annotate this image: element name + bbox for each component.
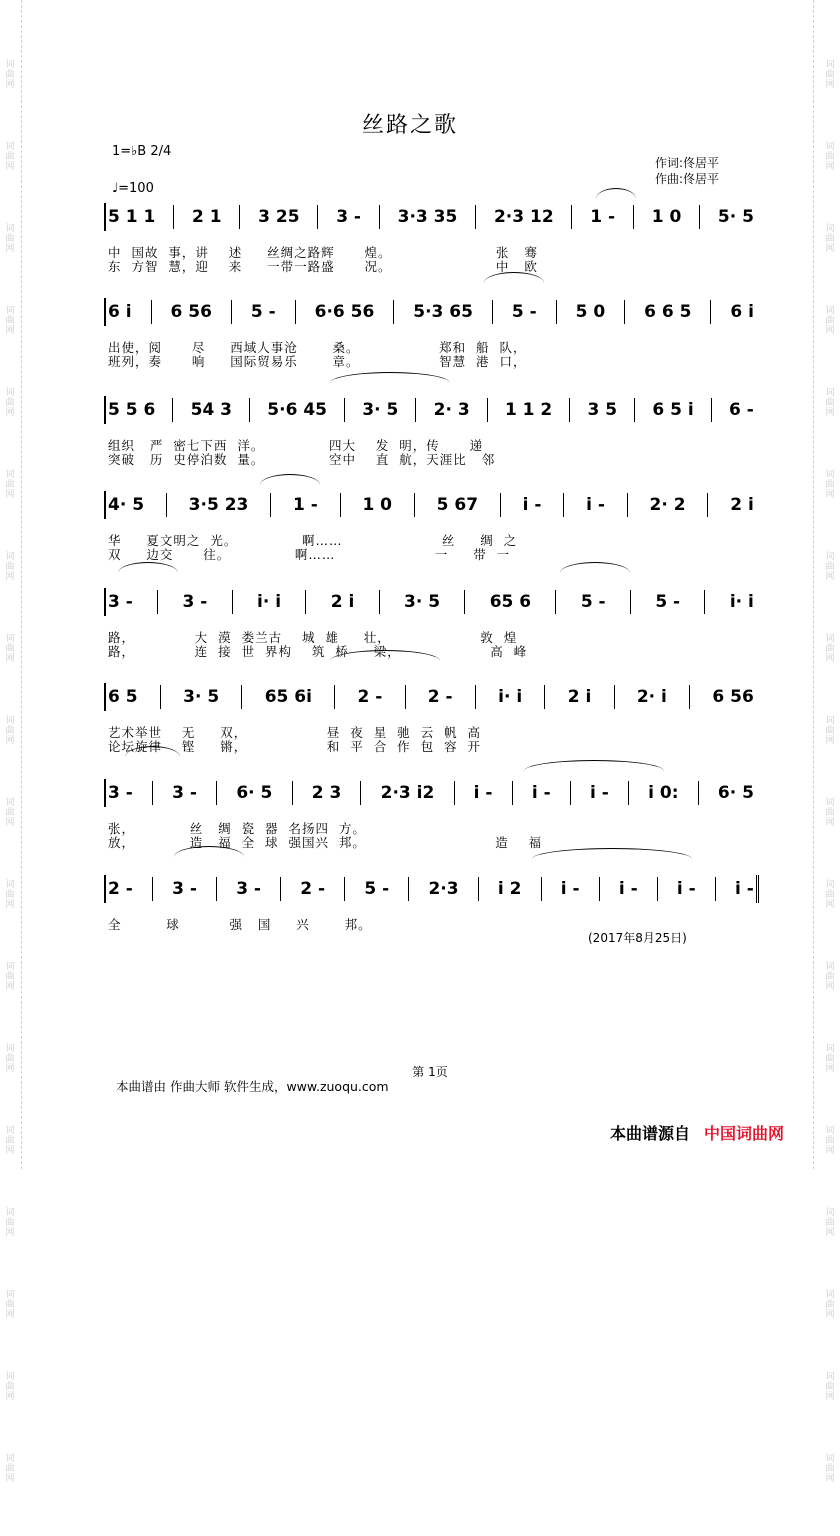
measure: i -: [735, 879, 754, 899]
measure: 2·3 12: [493, 207, 554, 227]
barline: [379, 205, 380, 229]
watermark-text: 词 曲 网: [825, 880, 835, 910]
notation-row: [104, 779, 756, 807]
measure: 2· 3: [433, 400, 470, 420]
slur-mark: [330, 372, 450, 383]
notation-row: [104, 875, 759, 903]
measure: 3 5: [587, 400, 618, 420]
barline: [634, 398, 635, 422]
lyric-line-verse1: 出使，阅 尽 西域人事沧 桑。 郑和 船 队，: [108, 340, 527, 355]
lyric-line-verse1: 全 球 强 国 兴 邦。: [108, 917, 372, 932]
watermark-text: 词 曲 网: [825, 552, 835, 582]
generator-footer: 本曲谱由 作曲大师 软件生成，www.zuoqu.com: [116, 1079, 389, 1094]
notation-row: [104, 588, 756, 616]
measure: i -: [676, 879, 696, 899]
barline: [249, 398, 250, 422]
barline: [239, 205, 240, 229]
measure: 2 i: [730, 495, 754, 515]
barline: [344, 398, 345, 422]
lyric-line-verse2: 放， 造 福 全 球 强国兴 邦。 造 福: [108, 835, 543, 850]
barline: [166, 493, 167, 517]
measure: 2 1: [191, 207, 222, 227]
barline: [334, 685, 335, 709]
lyric-line-verse2: 双 边交 往。 啊…… 一 带 一: [108, 547, 511, 562]
measure: 3 -: [172, 879, 197, 899]
barline: [500, 493, 501, 517]
barline: [630, 590, 631, 614]
barline: [628, 781, 629, 805]
lyric-line-verse1: 艺术举世 无 双， 昼 夜 星 驰 云 帆 高: [108, 725, 482, 740]
measure: i· i: [257, 592, 282, 612]
barline: [414, 493, 415, 517]
measure: 3· 5: [403, 592, 441, 612]
measure: 3 -: [108, 592, 133, 612]
barline: [570, 781, 571, 805]
measure: 6· 5: [236, 783, 273, 803]
measure: 2· 2: [649, 495, 686, 515]
measure: 6 i: [108, 302, 132, 322]
watermark-text: 词 曲 网: [825, 962, 835, 992]
measure: 5 1 1: [108, 207, 156, 227]
barline: [173, 205, 174, 229]
barline: [464, 590, 465, 614]
barline: [216, 877, 217, 901]
watermark-text: 词 曲 网: [5, 470, 15, 500]
barline: [512, 781, 513, 805]
slur-mark: [260, 474, 320, 485]
barline: [270, 493, 271, 517]
barline: [487, 398, 488, 422]
barline: [408, 877, 409, 901]
measure: 1 0: [362, 495, 393, 515]
measure: 5 5 6: [108, 400, 156, 420]
notation-row: [104, 298, 756, 326]
measure: 5 67: [436, 495, 479, 515]
barline: [563, 493, 564, 517]
barline: [624, 300, 625, 324]
measure: 6· 5: [717, 783, 754, 803]
measure: i 0:: [648, 783, 679, 803]
barline: [292, 781, 293, 805]
tempo-marking: ♩=100: [112, 181, 154, 196]
composer-credit: 作曲:佟居平: [655, 172, 720, 186]
barline: [360, 781, 361, 805]
watermark-text: 词 曲 网: [5, 1454, 15, 1484]
measure: 1 -: [293, 495, 318, 515]
watermark-text: 词 曲 网: [5, 388, 15, 418]
measure: 2 -: [357, 687, 383, 707]
watermark-left: [4, 60, 16, 1536]
measure: 6 5: [108, 687, 138, 707]
barline: [544, 685, 545, 709]
watermark-text: 词 曲 网: [5, 60, 15, 90]
measure: 3 -: [108, 783, 133, 803]
notation-row: [104, 396, 756, 424]
watermark-text: 词 曲 网: [5, 798, 15, 828]
measure: 3 -: [182, 592, 208, 612]
measure: i 2: [497, 879, 522, 899]
right-page-edge: [813, 0, 814, 1169]
measure: 2 -: [108, 879, 133, 899]
measure: 54 3: [190, 400, 233, 420]
measure: 3 -: [172, 783, 197, 803]
measure: 5 -: [580, 592, 606, 612]
barline: [715, 877, 716, 901]
notation-row: [104, 203, 756, 231]
measure: 3· 5: [183, 687, 220, 707]
barline: [344, 877, 345, 901]
measure: 5 -: [655, 592, 681, 612]
barline: [614, 685, 615, 709]
lyric-line-verse2: 突破 历 史停泊数 量。 空中 直 航，天涯比 邻: [108, 452, 496, 467]
barline: [475, 685, 476, 709]
measure: 3 -: [236, 879, 261, 899]
barline: [317, 205, 318, 229]
watermark-text: 词 曲 网: [825, 470, 835, 500]
measure: 2 i: [567, 687, 592, 707]
measure: 5 -: [250, 302, 276, 322]
watermark-text: 词 曲 网: [5, 552, 15, 582]
measure: i· i: [498, 687, 523, 707]
slur-mark: [596, 188, 636, 199]
lyric-line-verse2: 东 方智 慧，迎 来 一带一路盛 况。 中 欧: [108, 259, 538, 274]
measure: 2·3: [428, 879, 459, 899]
barline: [699, 205, 700, 229]
watermark-text: 词 曲 网: [825, 388, 835, 418]
lyric-line-verse2: 论坛旋律 铿 锵， 和 平 合 作 包 容 开: [108, 739, 482, 754]
barline: [231, 300, 232, 324]
measure: 6 i: [730, 302, 754, 322]
barline: [569, 398, 570, 422]
barline: [241, 685, 242, 709]
measure: 6 56: [712, 687, 754, 707]
watermark-text: 词 曲 网: [5, 880, 15, 910]
barline: [657, 877, 658, 901]
barline: [492, 300, 493, 324]
barline: [379, 590, 380, 614]
watermark-text: 词 曲 网: [5, 1126, 15, 1156]
measure: 3·5 23: [188, 495, 249, 515]
barline: [216, 781, 217, 805]
composition-date: (2017年8月25日): [588, 931, 687, 945]
measure: 6 -: [729, 400, 754, 420]
measure: i -: [473, 783, 493, 803]
measure: 5· 5: [717, 207, 754, 227]
watermark-right: [824, 60, 836, 1536]
measure: 6 56: [170, 302, 212, 322]
measure: i -: [618, 879, 638, 899]
key-signature: 1=♭B 2/4: [112, 144, 172, 159]
watermark-text: 词 曲 网: [825, 798, 835, 828]
measure: 5 0: [575, 302, 606, 322]
barline: [151, 300, 152, 324]
lyric-line-verse2: 路， 连 接 世 界构 筑 桥 梁， 高 峰: [108, 644, 528, 659]
watermark-text: 词 曲 网: [5, 1044, 15, 1074]
measure: 1 1 2: [504, 400, 553, 420]
watermark-text: 词 曲 网: [825, 306, 835, 336]
watermark-text: 词 曲 网: [5, 1290, 15, 1320]
measure: i -: [522, 495, 542, 515]
barline: [556, 300, 557, 324]
barline: [232, 590, 233, 614]
measure: 2·3 i2: [380, 783, 435, 803]
measure: 6·6 56: [314, 302, 375, 322]
barline: [393, 300, 394, 324]
watermark-text: 词 曲 网: [5, 224, 15, 254]
measure: 65 6: [489, 592, 532, 612]
watermark-text: 词 曲 网: [825, 716, 835, 746]
left-page-edge: [21, 0, 22, 1169]
barline: [541, 877, 542, 901]
watermark-text: 词 曲 网: [825, 224, 835, 254]
lyric-line-verse1: 路， 大 漠 娄兰古 城 雄 壮， 敦 煌: [108, 630, 518, 645]
barline: [599, 877, 600, 901]
measure: 6 6 5: [644, 302, 692, 322]
barline: [475, 205, 476, 229]
watermark-text: 词 曲 网: [825, 60, 835, 90]
barline: [160, 685, 161, 709]
measure: 65 6i: [264, 687, 312, 707]
measure: 5·6 45: [267, 400, 327, 420]
barline: [172, 398, 173, 422]
measure: 2· i: [636, 687, 667, 707]
watermark-text: 词 曲 网: [5, 634, 15, 664]
measure: 1 -: [590, 207, 616, 227]
source-attribution: [610, 1121, 784, 1144]
barline: [454, 781, 455, 805]
watermark-text: 词 曲 网: [825, 142, 835, 172]
barline: [152, 781, 153, 805]
barline: [689, 685, 690, 709]
measure: i -: [531, 783, 551, 803]
watermark-text: 词 曲 网: [825, 1290, 835, 1320]
slur-mark: [118, 562, 178, 573]
measure: 5·3 65: [413, 302, 473, 322]
barline: [415, 398, 416, 422]
barline: [405, 685, 406, 709]
watermark-text: 词 曲 网: [5, 1208, 15, 1238]
measure: 2 -: [300, 879, 326, 899]
watermark-text: 词 曲 网: [825, 1208, 835, 1238]
measure: 1 0: [651, 207, 682, 227]
measure: i -: [560, 879, 580, 899]
lyricist-credit: 作词:佟居平: [655, 156, 720, 170]
source-brand-link[interactable]: 中国词曲网: [704, 1124, 785, 1143]
measure: i· i: [729, 592, 754, 612]
barline: [571, 205, 572, 229]
barline: [711, 398, 712, 422]
lyric-line-verse1: 中 国故 事，讲 述 丝绸之路辉 煌。 张 骞: [108, 245, 538, 260]
barline: [627, 493, 628, 517]
barline: [633, 205, 634, 229]
measure: 2 3: [311, 783, 342, 803]
measure: 3 25: [258, 207, 300, 227]
barline: [280, 877, 281, 901]
measure: 4· 5: [108, 495, 145, 515]
measure: 3· 5: [362, 400, 399, 420]
watermark-text: 词 曲 网: [825, 1126, 835, 1156]
barline: [478, 877, 479, 901]
watermark-text: 词 曲 网: [825, 1044, 835, 1074]
notation-row: [104, 491, 756, 519]
measure: i -: [589, 783, 609, 803]
barline: [340, 493, 341, 517]
barline: [710, 300, 711, 324]
watermark-text: 词 曲 网: [825, 634, 835, 664]
measure: 2 -: [427, 687, 453, 707]
measure: i -: [586, 495, 605, 515]
measure: 5 -: [364, 879, 390, 899]
barline: [704, 590, 705, 614]
watermark-text: 词 曲 网: [825, 1372, 835, 1402]
watermark-text: 词 曲 网: [825, 1454, 835, 1484]
barline: [295, 300, 296, 324]
source-prefix: 本曲谱源自: [610, 1124, 691, 1143]
measure: 6 5 i: [652, 400, 694, 420]
lyric-line-verse1: 华 夏文明之 光。 啊…… 丝 绸 之: [108, 533, 518, 548]
slur-mark: [524, 760, 664, 771]
lyric-line-verse2: 班列，奏 响 国际贸易乐 章。 智慧 港 口，: [108, 354, 527, 369]
barline: [555, 590, 556, 614]
barline: [698, 781, 699, 805]
measure: 2 i: [330, 592, 355, 612]
lyric-line-verse1: 张， 丝 绸 瓷 器 名扬四 方。: [108, 821, 366, 836]
page-number: 第 1页: [412, 1065, 448, 1079]
watermark-text: 词 曲 网: [5, 962, 15, 992]
song-title: 丝路之歌: [361, 113, 458, 138]
watermark-text: 词 曲 网: [5, 1372, 15, 1402]
watermark-text: 词 曲 网: [5, 142, 15, 172]
watermark-text: 词 曲 网: [5, 716, 15, 746]
notation-row: [104, 683, 756, 711]
measure: 3 -: [336, 207, 361, 227]
watermark-text: 词 曲 网: [5, 306, 15, 336]
barline: [157, 590, 158, 614]
lyric-line-verse1: 组织 严 密七下西 洋。 四大 发 明，传 递: [108, 438, 484, 453]
measure: 5 -: [511, 302, 537, 322]
barline: [152, 877, 153, 901]
barline: [707, 493, 708, 517]
slur-mark: [560, 562, 630, 573]
measure: 3·3 35: [397, 207, 458, 227]
barline: [305, 590, 306, 614]
